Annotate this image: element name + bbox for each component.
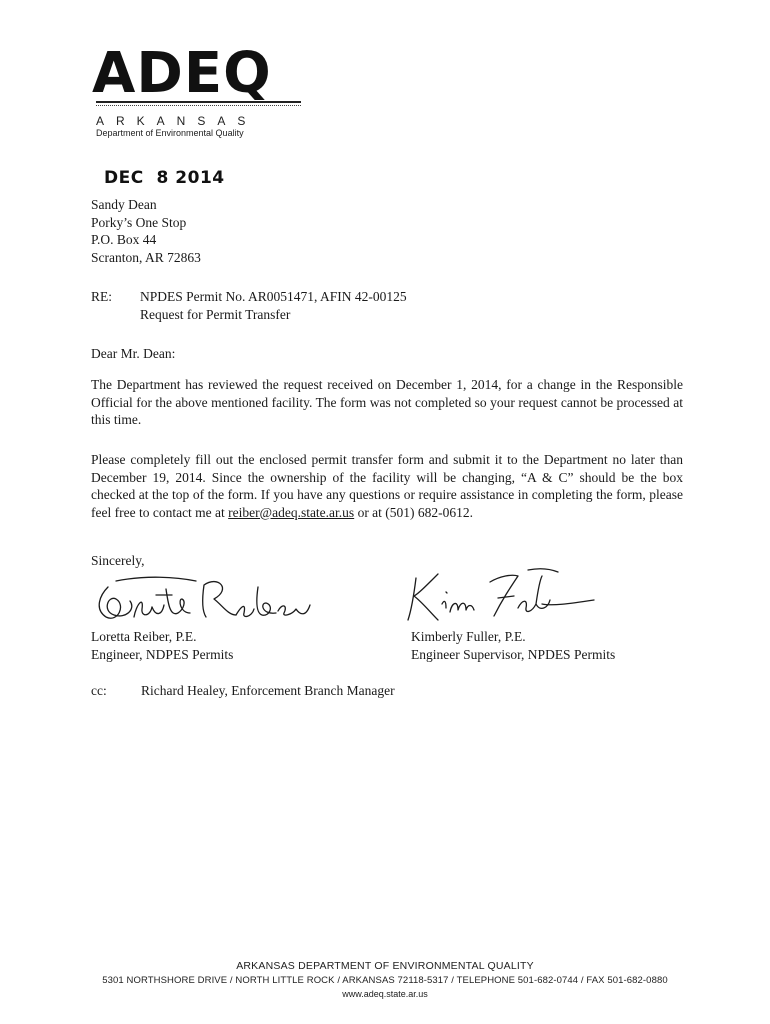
paragraph-2-phone-text: or at (501) 682-0612. [354,504,474,520]
footer-address-phone: 5301 NORTHSHORE DRIVE / NORTH LITTLE ROCK / ARKANSAS 72118-5317 / TELEPHONE 501-682-0744 / FAX 501-682-0880 [102,975,668,986]
date-stamp [104,168,225,188]
signer-left-name: Loretta Reiber, P.E. [91,629,197,644]
logo-underline [96,101,301,103]
signature-reiber [86,565,336,635]
addressee-company: Porky’s One Stop [91,214,187,230]
re-label: RE: [91,289,113,304]
closing: Sincerely, [91,553,145,568]
logo-department-name: Department of Environmental Quality [96,128,244,138]
agency-logo-wordmark: ADEQ [92,41,272,106]
signer-right-name: Kimberly Fuller, P.E. [411,629,526,644]
signer-left-title: Engineer, NDPES Permits [91,646,234,662]
footer-agency-name: ARKANSAS DEPARTMENT OF ENVIRONMENTAL QUALITY [236,960,534,972]
re-subject [140,288,407,323]
addressee-city: Scranton, AR 72863 [91,249,201,265]
signer-right [411,628,615,663]
re-permit-number: NPDES Permit No. AR0051471, AFIN 42-00125 [140,289,407,304]
date-stamp-text: DEC 8 2014 [104,168,225,188]
addressee-name: Sandy Dean [91,197,157,212]
cc-label: cc: [91,683,107,698]
paragraph-2-text: Please completely fill out the enclosed permit transfer form and submit it to the Department no later than December 19, 2014. Since the ownership of the facility will be changing, “A & C” should be the box checked at the top of the form. If you have any questions or require assistance in completing the form, please feel free to contact me at [91,452,683,520]
addressee-block [91,196,201,266]
salutation: Dear Mr. Dean: [91,346,176,361]
logo-underline-dotted [96,105,301,106]
body-paragraph-2 [91,451,683,521]
contact-email-link[interactable]: reiber@adeq.state.ar.us [228,504,355,520]
signer-left [91,628,233,663]
cc-recipient: Richard Healey, Enforcement Branch Manager [141,683,395,698]
logo-state-name: ARKANSAS [96,114,258,128]
body-paragraph-1: The Department has reviewed the request received on December 1, 2014, for a change in the Responsible Official for the above mentioned facility. The form was not completed so your request cannot be processed at this time. [91,377,683,427]
signer-right-title: Engineer Supervisor, NPDES Permits [411,646,616,662]
addressee-po-box: P.O. Box 44 [91,232,157,247]
signature-fuller [398,560,598,630]
footer-website: www.adeq.state.ar.us [342,989,428,999]
re-request-title: Request for Permit Transfer [140,306,291,322]
